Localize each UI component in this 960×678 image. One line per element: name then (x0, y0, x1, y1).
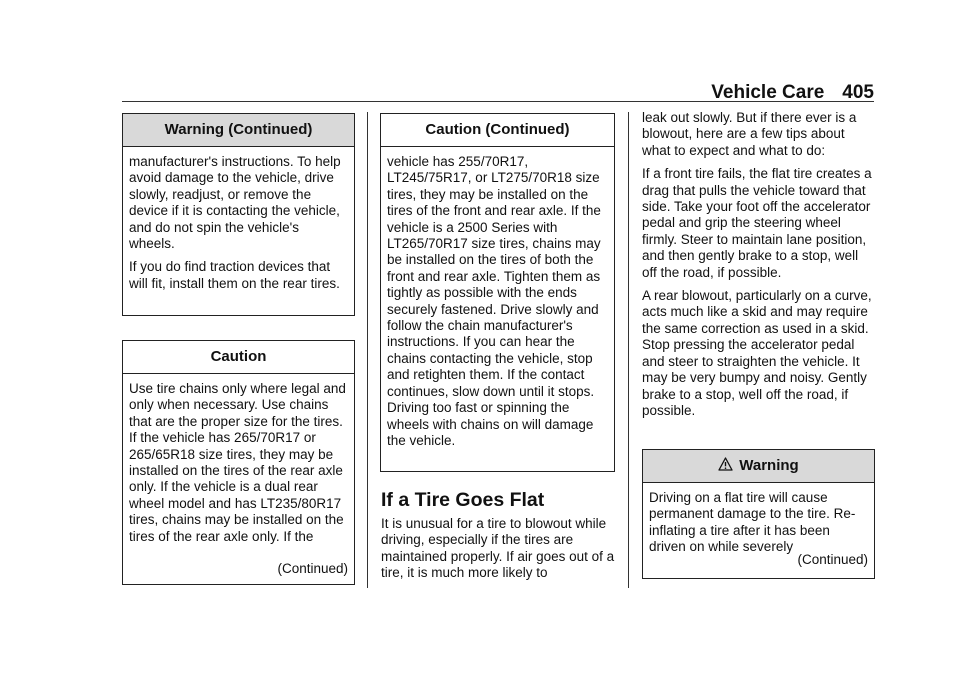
warning-body (123, 147, 354, 292)
warning-paragraph: If you do find traction devices that will fit, install them on the rear tires. (129, 259, 340, 291)
caution-heading: Caution (Continued) (381, 114, 614, 147)
caution-paragraph: Use tire chains only where legal and only when necessary. Use chains that are the proper size for the tires. If the vehicle has 265/70R17 or 265/65R18 size tires, they may be installed on the tires of the rear axle only. If the vehicle is a dual rear wheel model and has LT235/80R17 tires, chains may be installed on the tires of the rear axle only. If the (129, 381, 346, 544)
warning-triangle-icon (718, 450, 733, 482)
caution-heading: Caution (123, 341, 354, 374)
section-name: Vehicle Care (711, 82, 825, 103)
caution-box (122, 340, 355, 585)
section-title: If a Tire Goes Flat (381, 489, 545, 511)
caution-paragraph: vehicle has 255/70R17, LT245/75R17, or LT275/70R18 size tires, they may be installed on the tires of the front and rear axle. If the vehicle is a 2500 Series with LT265/70R17 size tires, chains may be installed on the tires of both the front and rear axle. Tighten them as tightly as possible with the ends securely fastened. Drive slowly and follow the chain manufacturer's instructions. If you can hear the chains contacting the vehicle, stop and retighten them. If the contact continues, slow down until it stops. Driving too fast or spinning the wheels with chains on will damage the vehicle. (387, 154, 601, 448)
column-divider (367, 112, 368, 588)
warning-box (642, 449, 875, 579)
page-number: 405 (842, 82, 874, 103)
warning-paragraph: Driving on a flat tire will cause permanent damage to the tire. Re-inflating a tire after it has been driven on while severely (649, 490, 856, 555)
section-text (381, 516, 615, 589)
body-paragraph: leak out slowly. But if there ever is a blowout, here are a few tips about what to expect and what to do: (642, 110, 857, 158)
warning-heading (643, 450, 874, 483)
warning-box-continued (122, 113, 355, 316)
warning-heading: Warning (Continued) (123, 114, 354, 147)
body-paragraph: A rear blowout, particularly on a curve, acts much like a skid and may require the same correction as used in a skid. Stop pressing the accelerator pedal and steer to straighten the vehicle. It may be very bumpy and noisy. Gently brake to a stop, well off the road, if possible. (642, 288, 872, 418)
warning-heading-label: Warning (739, 457, 799, 474)
warning-paragraph: manufacturer's instructions. To help avoid damage to the vehicle, drive slowly, readjust, or remove the device if it is contacting the vehicle, and do not spin the vehicle's wheels. (129, 154, 341, 252)
caution-box-continued (380, 113, 615, 472)
continued-label: (Continued) (797, 552, 868, 567)
body-text (642, 110, 876, 426)
continued-label: (Continued) (277, 561, 348, 576)
caution-body (123, 374, 354, 561)
warning-body (643, 483, 874, 555)
header-rule (122, 101, 874, 102)
body-paragraph: It is unusual for a tire to blowout while driving, especially if the tires are maintained properly. If air goes out of a tire, it is much more likely to (381, 516, 615, 581)
body-paragraph: If a front tire fails, the flat tire creates a drag that pulls the vehicle toward that side. Take your foot off the accelerator pedal and grip the steering wheel firmly. Steer to maintain lane position, and then gently brake to a stop, well off the road, if possible. (642, 166, 872, 280)
caution-body (381, 147, 614, 449)
column-divider (628, 112, 629, 588)
